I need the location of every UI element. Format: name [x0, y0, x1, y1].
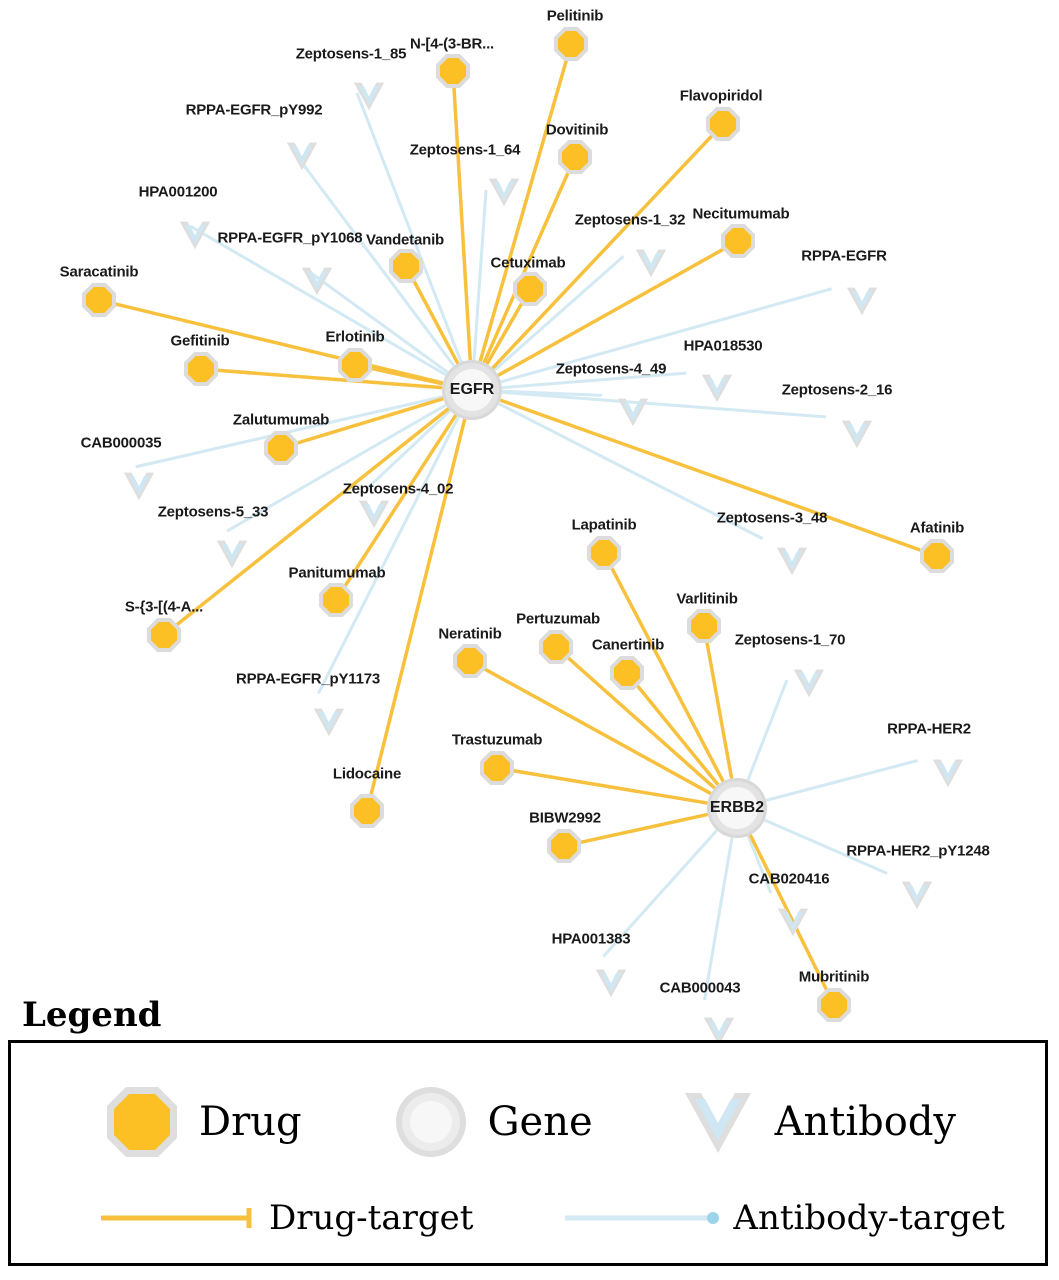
antibody-label: RPPA-EGFR_pY1173: [235, 670, 381, 688]
drug-icon: [103, 1083, 181, 1161]
antibody-target-edge: [748, 680, 787, 780]
drug-node-halo: [147, 618, 181, 652]
legend-box: [8, 1040, 1048, 1266]
drug-node-shape: [517, 276, 543, 302]
drug-label: Mubritinib: [798, 968, 870, 986]
drug-node[interactable]: [480, 751, 514, 785]
drug-node-shape: [188, 356, 214, 382]
drug-node[interactable]: [547, 829, 581, 863]
drug-node-shape: [591, 540, 617, 566]
drug-node-halo: [687, 609, 721, 643]
drug-node-halo: [554, 27, 588, 61]
drug-node[interactable]: [82, 283, 116, 317]
drug-node[interactable]: [389, 249, 423, 283]
drug-label: Necitumumab: [692, 205, 790, 223]
drug-label: Vandetanib: [365, 231, 445, 249]
drug-node-halo: [547, 829, 581, 863]
drug-node[interactable]: [554, 27, 588, 61]
antibody-label: Zeptosens-1_32: [574, 211, 686, 229]
drug-node-shape: [86, 287, 112, 313]
drug-node-halo: [721, 224, 755, 258]
drug-label: Canertinib: [591, 636, 665, 654]
antibody-label: Zeptosens-1_64: [409, 141, 521, 159]
drug-node-halo: [436, 54, 470, 88]
antibody-target-edge: [704, 838, 732, 1000]
antibody-target-edge: [474, 190, 486, 360]
antibody-label: Zeptosens-1_85: [295, 45, 407, 63]
drug-node-halo: [319, 583, 353, 617]
gene-label: ERBB2: [709, 799, 765, 816]
legend-item-drug: [103, 1083, 302, 1161]
legend-label-gene: Gene: [487, 1099, 593, 1145]
drug-node-shape: [725, 228, 751, 254]
drug-node-shape: [551, 833, 577, 859]
antibody-label: Zeptosens-5_33: [157, 503, 269, 521]
legend-title: Legend: [22, 995, 162, 1035]
drug-node-halo: [453, 644, 487, 678]
drug-label: S-{3-[(4-A...: [124, 598, 204, 616]
drug-node[interactable]: [721, 224, 755, 258]
drug-node-shape: [924, 543, 950, 569]
drug-label: Dovitinib: [545, 121, 609, 139]
drug-node[interactable]: [817, 988, 851, 1022]
drug-label: N-[4-(3-BR...: [409, 35, 495, 53]
legend-item-gene: [392, 1083, 593, 1161]
gene-label: EGFR: [449, 381, 495, 398]
antibody-label: RPPA-HER2: [887, 720, 971, 738]
drug-node-shape: [268, 435, 294, 461]
drug-node-shape: [457, 648, 483, 674]
antibody-label: Zeptosens-2_16: [781, 381, 893, 399]
drug-target-edge-icon: [99, 1203, 259, 1233]
drug-label: Varlitinib: [676, 590, 738, 608]
legend-shapes-row: [11, 1067, 1045, 1177]
antibody-label: HPA001383: [551, 930, 631, 948]
legend-item-antibody: [679, 1083, 956, 1161]
drug-node-halo: [539, 630, 573, 664]
legend-item-drug-target: [99, 1198, 473, 1238]
drug-node-halo: [350, 794, 384, 828]
drug-node-halo: [513, 272, 547, 306]
drug-node-halo: [558, 140, 592, 174]
drug-node[interactable]: [184, 352, 218, 386]
gene-icon: [392, 1083, 470, 1161]
drug-node-shape: [562, 144, 588, 170]
drug-node[interactable]: [436, 54, 470, 88]
antibody-icon: [679, 1083, 757, 1161]
legend-label-drug: Drug: [199, 1099, 302, 1145]
legend-item-antibody-target: [563, 1198, 1004, 1238]
drug-node-shape: [710, 111, 736, 137]
drug-node-halo: [82, 283, 116, 317]
antibody-target-edge: [502, 392, 826, 417]
drug-node[interactable]: [319, 583, 353, 617]
drug-node[interactable]: [587, 536, 621, 570]
drug-label: Pertuzumab: [516, 610, 600, 628]
drug-node[interactable]: [453, 644, 487, 678]
drug-target-edge: [454, 87, 470, 360]
antibody-label: CAB020416: [748, 870, 830, 888]
drug-label: Lidocaine: [332, 765, 402, 783]
drug-label: Panitumumab: [288, 564, 386, 582]
drug-label: Gefitinib: [170, 332, 230, 350]
drug-node[interactable]: [264, 431, 298, 465]
antibody-label: HPA018530: [683, 337, 763, 355]
drug-target-edge: [480, 59, 566, 361]
drug-label: Erlotinib: [325, 328, 385, 346]
drug-node[interactable]: [147, 618, 181, 652]
drug-label: BIBW2992: [529, 809, 601, 827]
drug-node[interactable]: [350, 794, 384, 828]
drug-node-shape: [342, 352, 368, 378]
drug-node-halo: [184, 352, 218, 386]
drug-label: Trastuzumab: [451, 731, 543, 749]
legend-label-antibody-target: Antibody-target: [733, 1198, 1005, 1238]
antibody-target-edge: [367, 411, 450, 489]
drug-node-shape: [393, 253, 419, 279]
drug-node-shape: [614, 660, 640, 686]
antibody-label: Zeptosens-4_49: [555, 360, 667, 378]
drug-target-edge: [490, 136, 712, 369]
antibody-target-edge: [357, 93, 461, 362]
drug-node[interactable]: [706, 107, 740, 141]
drug-node-shape: [821, 992, 847, 1018]
antibody-label: Zeptosens-4_02: [342, 480, 454, 498]
drug-node-halo: [587, 536, 621, 570]
drug-label: Flavopiridol: [679, 87, 763, 105]
drug-node-halo: [610, 656, 644, 690]
drug-label: Lapatinib: [571, 516, 637, 534]
drug-label: Neratinib: [438, 625, 502, 643]
drug-node[interactable]: [558, 140, 592, 174]
drug-label: Cetuximab: [490, 254, 566, 272]
drug-node-halo: [480, 751, 514, 785]
drug-node-halo: [264, 431, 298, 465]
drug-label: Afatinib: [909, 519, 965, 537]
drug-node-shape: [354, 798, 380, 824]
drug-node-halo: [389, 249, 423, 283]
drug-node[interactable]: [610, 656, 644, 690]
antibody-label: RPPA-EGFR: [801, 247, 887, 265]
drug-node[interactable]: [920, 539, 954, 573]
drug-node[interactable]: [338, 348, 372, 382]
antibody-label: Zeptosens-1_70: [734, 631, 846, 649]
drug-node-halo: [706, 107, 740, 141]
legend-label-drug-target: Drug-target: [269, 1198, 474, 1238]
drug-node-shape: [151, 622, 177, 648]
drug-node-shape: [543, 634, 569, 660]
drug-node-shape: [691, 613, 717, 639]
drug-node[interactable]: [513, 272, 547, 306]
drug-label: Saracatinib: [59, 263, 139, 281]
legend-label-antibody: Antibody: [774, 1099, 957, 1145]
drug-node-halo: [817, 988, 851, 1022]
legend-edges-row: [11, 1183, 1045, 1253]
antibody-label: Zeptosens-3_48: [716, 509, 828, 527]
drug-node-shape: [558, 31, 584, 57]
antibody-label: CAB000043: [659, 979, 741, 997]
drug-node[interactable]: [539, 630, 573, 664]
drug-node-shape: [484, 755, 510, 781]
antibody-label: CAB000035: [80, 434, 162, 452]
drug-node-halo: [920, 539, 954, 573]
antibody-target-edge: [766, 761, 917, 801]
antibody-label: RPPA-EGFR_pY1068: [217, 229, 363, 247]
drug-node-shape: [440, 58, 466, 84]
drug-node-halo: [338, 348, 372, 382]
drug-label: Zalutumumab: [232, 411, 330, 429]
drug-node[interactable]: [687, 609, 721, 643]
drug-label: Pelitinib: [546, 7, 604, 25]
drug-node-shape: [323, 587, 349, 613]
antibody-label: RPPA-HER2_pY1248: [846, 842, 990, 860]
antibody-target-edge-icon: [563, 1203, 723, 1233]
antibody-label: HPA001200: [138, 183, 218, 201]
drug-target-edge: [637, 685, 718, 784]
antibody-label: RPPA-EGFR_pY992: [185, 101, 323, 119]
